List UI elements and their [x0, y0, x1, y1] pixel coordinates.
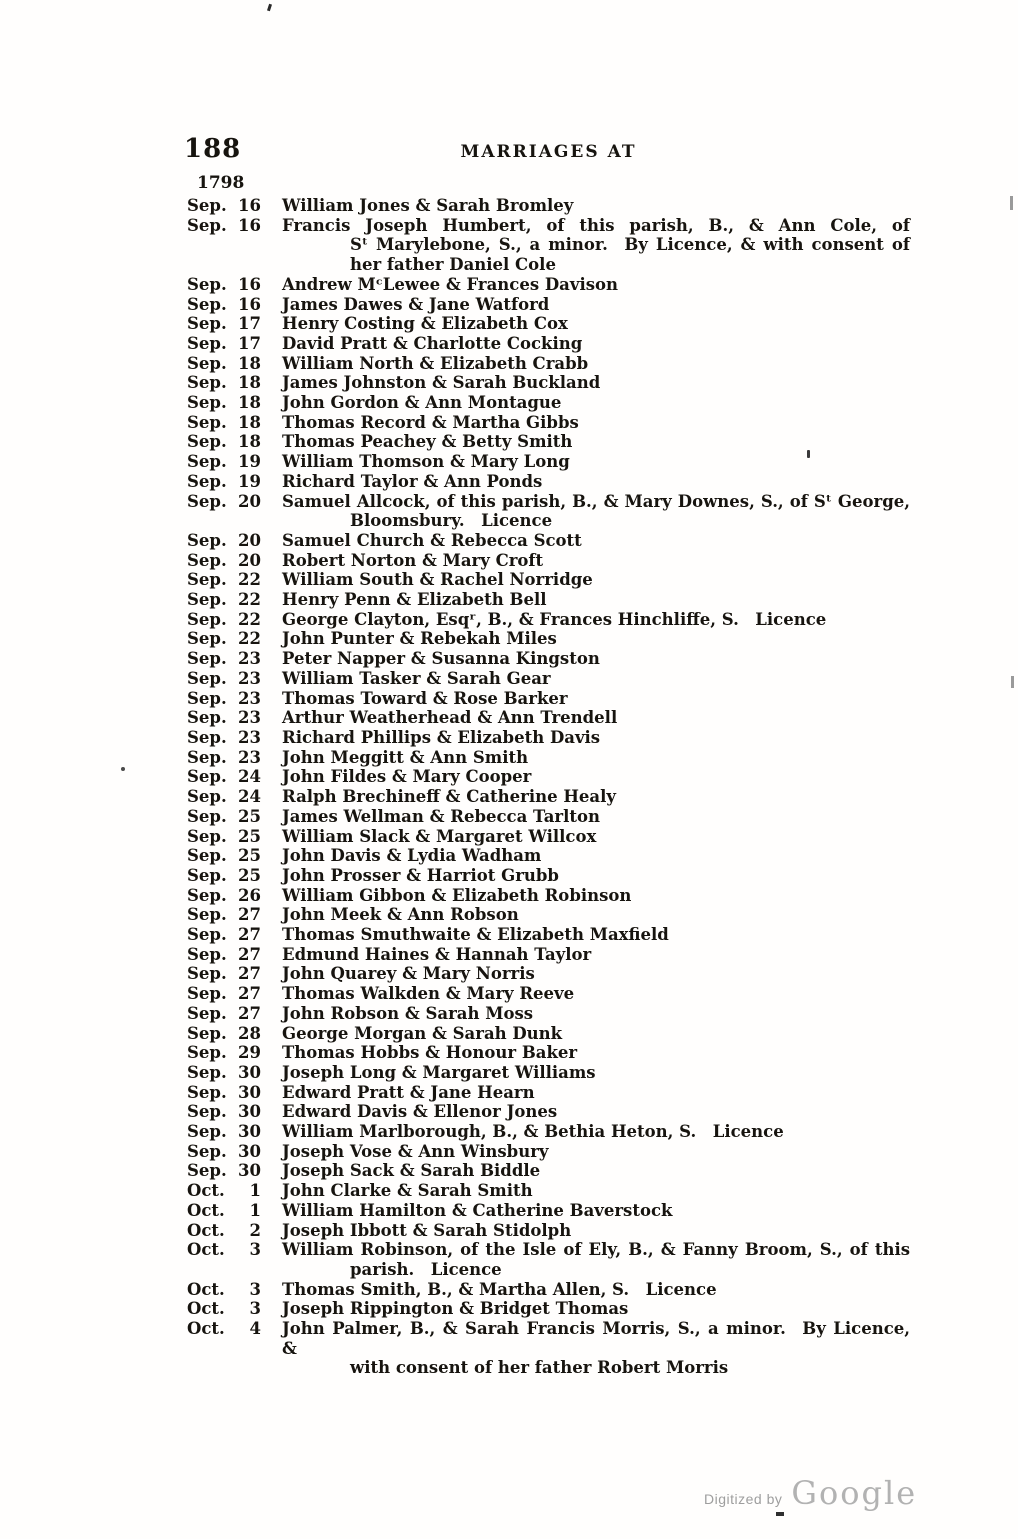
record-row — [187, 1004, 910, 1024]
record-day: 1 — [249, 1200, 261, 1220]
record-text — [261, 629, 910, 649]
record-day: 22 — [238, 609, 261, 629]
record-text — [261, 393, 910, 413]
record-row — [187, 964, 910, 984]
record-day: 19 — [238, 471, 261, 491]
record-line: Edward Davis & Ellenor Jones — [282, 1102, 558, 1122]
record-row — [187, 570, 910, 590]
record-line: William Thomson & Mary Long — [282, 452, 570, 472]
record-month: Sep. — [187, 787, 227, 807]
record-row — [187, 787, 910, 807]
record-day: 25 — [238, 826, 261, 846]
record-line: Thomas Toward & Rose Barker — [282, 688, 568, 708]
record-line: George Clayton, Esqʳ, B., & Frances Hinchliffe, S. Licence — [282, 609, 827, 629]
record-text — [261, 1319, 910, 1378]
record-text — [261, 1161, 910, 1181]
record-line: William Gibbon & Elizabeth Robinson — [282, 885, 632, 905]
record-month: Sep. — [187, 649, 227, 669]
record-line: Joseph Rippington & Bridget Thomas — [282, 1299, 629, 1319]
record-line: Robert Norton & Mary Croft — [282, 550, 544, 570]
record-row — [187, 866, 910, 886]
record-text — [261, 748, 910, 768]
record-day: 23 — [238, 708, 261, 728]
record-line: Richard Taylor & Ann Ponds — [282, 471, 543, 491]
record-row — [187, 1063, 910, 1083]
record-month: Sep. — [187, 767, 227, 787]
record-month: Sep. — [187, 964, 227, 984]
record-day: 26 — [238, 885, 261, 905]
record-day: 20 — [238, 491, 261, 511]
record-month: Oct. — [187, 1181, 225, 1201]
record-row — [187, 1240, 910, 1279]
record-line: James Dawes & Jane Watford — [282, 294, 550, 314]
record-text — [261, 1221, 910, 1241]
record-day: 27 — [238, 1003, 261, 1023]
record-day: 27 — [238, 905, 261, 925]
record-day: 17 — [238, 333, 261, 353]
record-line: her father Daniel Cole — [350, 255, 556, 275]
record-month: Sep. — [187, 885, 227, 905]
record-month: Oct. — [187, 1220, 225, 1240]
record-text — [261, 728, 910, 748]
record-line: James Johnston & Sarah Buckland — [282, 373, 601, 393]
record-month: Sep. — [187, 629, 227, 649]
record-text — [261, 807, 910, 827]
record-text — [261, 689, 910, 709]
record-line: John Davis & Lydia Wadham — [282, 846, 542, 866]
record-month: Sep. — [187, 984, 227, 1004]
record-row — [187, 649, 910, 669]
record-line: Thomas Smith, B., & Martha Allen, S. Licence — [282, 1279, 717, 1299]
record-text — [261, 413, 910, 433]
record-text — [261, 827, 910, 847]
record-month: Sep. — [187, 1003, 227, 1023]
record-day: 27 — [238, 984, 261, 1004]
record-text — [261, 1181, 910, 1201]
record-text — [261, 590, 910, 610]
record-day: 16 — [238, 294, 261, 314]
record-line: Richard Phillips & Elizabeth Davis — [282, 727, 601, 747]
record-line: Thomas Hobbs & Honour Baker — [282, 1043, 578, 1063]
record-line: Francis Joseph Humbert, of this parish, B., & Ann Cole, of — [282, 215, 910, 235]
record-day: 1 — [249, 1181, 261, 1201]
record-row — [187, 925, 910, 945]
record-row — [187, 807, 910, 827]
record-day: 23 — [238, 747, 261, 767]
record-text — [261, 708, 910, 728]
record-month: Sep. — [187, 471, 227, 491]
scan-artifact — [121, 767, 125, 771]
record-month: Sep. — [187, 609, 227, 629]
record-month: Sep. — [187, 491, 227, 511]
record-text — [261, 669, 910, 689]
record-month: Oct. — [187, 1299, 225, 1319]
record-row — [187, 708, 910, 728]
record-month: Sep. — [187, 412, 227, 432]
record-day: 17 — [238, 314, 261, 334]
record-day: 16 — [238, 274, 261, 294]
record-text — [261, 1201, 910, 1221]
record-day: 16 — [238, 196, 261, 215]
record-text — [261, 373, 910, 393]
record-row — [187, 590, 910, 610]
record-text — [261, 925, 910, 945]
record-day: 24 — [238, 767, 261, 787]
record-line: John Clarke & Sarah Smith — [282, 1181, 533, 1201]
record-text — [261, 295, 910, 315]
record-month: Sep. — [187, 826, 227, 846]
record-month: Sep. — [187, 747, 227, 767]
record-month: Sep. — [187, 865, 227, 885]
record-day: 30 — [238, 1122, 261, 1142]
record-row — [187, 1161, 910, 1181]
record-line: John Prosser & Harriot Grubb — [282, 865, 559, 885]
record-text — [261, 1142, 910, 1162]
record-month: Sep. — [187, 215, 227, 235]
record-text — [261, 886, 910, 906]
record-line: John Quarey & Mary Norris — [282, 964, 535, 984]
record-text — [261, 452, 910, 472]
record-row — [187, 551, 910, 571]
record-day: 2 — [249, 1220, 261, 1240]
record-row — [187, 314, 910, 334]
record-row — [187, 295, 910, 315]
record-month: Sep. — [187, 1102, 227, 1122]
record-row — [187, 393, 910, 413]
record-month: Oct. — [187, 1240, 225, 1260]
page-header — [184, 134, 910, 172]
page-content — [184, 134, 910, 1378]
record-row — [187, 945, 910, 965]
scan-artifact — [1011, 676, 1014, 688]
record-line: William South & Rachel Norridge — [282, 570, 593, 590]
record-row — [187, 748, 910, 768]
record-line: William Tasker & Sarah Gear — [282, 668, 551, 688]
record-day: 3 — [249, 1240, 261, 1260]
record-day: 28 — [238, 1023, 261, 1043]
record-line: Edward Pratt & Jane Hearn — [282, 1082, 535, 1102]
record-text — [261, 1043, 910, 1063]
record-text — [261, 610, 910, 630]
record-row — [187, 767, 910, 787]
marriage-records-list — [187, 196, 910, 1378]
scan-artifact — [776, 1512, 784, 1516]
record-month: Sep. — [187, 846, 227, 866]
record-day: 22 — [238, 629, 261, 649]
record-row — [187, 827, 910, 847]
record-line: Ralph Brechineff & Catherine Healy — [282, 787, 616, 807]
record-day: 22 — [238, 590, 261, 610]
record-text — [261, 570, 910, 590]
record-line: John Punter & Rebekah Miles — [282, 629, 557, 649]
record-row — [187, 373, 910, 393]
record-month: Sep. — [187, 944, 227, 964]
record-line: John Palmer, B., & Sarah Francis Morris, S., a minor. By Licence, & — [282, 1319, 910, 1358]
record-month: Sep. — [187, 1043, 227, 1063]
record-row — [187, 196, 910, 216]
record-line: Andrew MᶜLewee & Frances Davison — [282, 274, 619, 294]
record-text — [261, 767, 910, 787]
record-text — [261, 964, 910, 984]
record-text — [261, 354, 910, 374]
record-day: 30 — [238, 1062, 261, 1082]
record-day: 18 — [238, 412, 261, 432]
record-line: John Gordon & Ann Montague — [282, 393, 562, 413]
record-day: 23 — [238, 727, 261, 747]
record-line: William Hamilton & Catherine Baverstock — [282, 1200, 673, 1220]
record-day: 30 — [238, 1141, 261, 1161]
record-text — [261, 472, 910, 492]
record-text — [261, 1280, 910, 1300]
record-row — [187, 846, 910, 866]
record-line: William Marlborough, B., & Bethia Heton, S. Licence — [282, 1122, 784, 1142]
record-month: Sep. — [187, 432, 227, 452]
record-line: Joseph Sack & Sarah Biddle — [282, 1161, 541, 1181]
record-day: 25 — [238, 865, 261, 885]
record-day: 23 — [238, 649, 261, 669]
digitized-watermark — [704, 1474, 917, 1512]
scan-artifact — [1010, 196, 1013, 210]
record-day: 22 — [238, 570, 261, 590]
record-line: David Pratt & Charlotte Cocking — [282, 333, 583, 353]
record-line: Henry Costing & Elizabeth Cox — [282, 314, 568, 334]
record-row — [187, 610, 910, 630]
record-line: Thomas Walkden & Mary Reeve — [282, 984, 575, 1004]
record-row — [187, 728, 910, 748]
record-row — [187, 472, 910, 492]
record-row — [187, 1102, 910, 1122]
record-month: Oct. — [187, 1200, 225, 1220]
record-text — [261, 866, 910, 886]
record-day: 3 — [249, 1279, 261, 1299]
year-label: 1798 — [197, 173, 245, 193]
page-number: 188 — [184, 134, 242, 164]
record-line: Thomas Peachey & Betty Smith — [282, 432, 573, 452]
record-line: Peter Napper & Susanna Kingston — [282, 649, 600, 669]
record-day: 19 — [238, 452, 261, 472]
record-month: Sep. — [187, 1122, 227, 1142]
record-row — [187, 629, 910, 649]
record-text — [261, 905, 910, 925]
record-month: Sep. — [187, 1023, 227, 1043]
record-text — [261, 649, 910, 669]
record-line: Edmund Haines & Hannah Taylor — [282, 944, 592, 964]
record-row — [187, 492, 910, 531]
record-row — [187, 354, 910, 374]
record-day: 30 — [238, 1102, 261, 1122]
record-month: Oct. — [187, 1279, 225, 1299]
record-row — [187, 669, 910, 689]
record-line: Thomas Record & Martha Gibbs — [282, 412, 579, 432]
record-text — [261, 531, 910, 551]
record-line: John Meggitt & Ann Smith — [282, 747, 529, 767]
record-line: Bloomsbury. Licence — [350, 511, 553, 531]
record-month: Sep. — [187, 353, 227, 373]
record-day: 23 — [238, 688, 261, 708]
record-row — [187, 275, 910, 295]
record-line: John Robson & Sarah Moss — [282, 1003, 534, 1023]
record-text — [261, 984, 910, 1004]
record-month: Sep. — [187, 688, 227, 708]
record-month: Sep. — [187, 570, 227, 590]
record-day: 18 — [238, 373, 261, 393]
record-row — [187, 886, 910, 906]
record-day: 18 — [238, 393, 261, 413]
record-row — [187, 1142, 910, 1162]
google-logo: Google — [791, 1474, 918, 1512]
record-line: Joseph Long & Margaret Williams — [282, 1062, 596, 1082]
record-row — [187, 1221, 910, 1241]
record-row — [187, 413, 910, 433]
record-day: 24 — [238, 787, 261, 807]
record-day: 27 — [238, 925, 261, 945]
record-month: Sep. — [187, 727, 227, 747]
record-text — [261, 945, 910, 965]
record-line: George Morgan & Sarah Dunk — [282, 1023, 563, 1043]
record-row — [187, 1181, 910, 1201]
record-text — [261, 1083, 910, 1103]
record-text — [261, 432, 910, 452]
record-line: William Jones & Sarah Bromley — [282, 196, 574, 215]
record-month: Sep. — [187, 294, 227, 314]
record-line: Joseph Vose & Ann Winsbury — [282, 1141, 549, 1161]
record-day: 27 — [238, 944, 261, 964]
record-month: Sep. — [187, 550, 227, 570]
record-text — [261, 1004, 910, 1024]
record-row — [187, 432, 910, 452]
record-row — [187, 1280, 910, 1300]
record-line: Samuel Allcock, of this parish, B., & Mary Downes, S., of Sᵗ George, — [282, 491, 910, 511]
record-month: Sep. — [187, 393, 227, 413]
record-line: William North & Elizabeth Crabb — [282, 353, 589, 373]
record-text — [261, 787, 910, 807]
record-text — [261, 492, 910, 531]
record-day: 30 — [238, 1082, 261, 1102]
record-month: Sep. — [187, 452, 227, 472]
record-text — [261, 1299, 910, 1319]
record-row — [187, 1299, 910, 1319]
record-row — [187, 452, 910, 472]
record-month: Sep. — [187, 668, 227, 688]
record-month: Sep. — [187, 806, 227, 826]
record-line: William Slack & Margaret Willcox — [282, 826, 597, 846]
record-month: Oct. — [187, 1319, 225, 1339]
record-month: Sep. — [187, 925, 227, 945]
record-line: James Wellman & Rebecca Tarlton — [282, 806, 600, 826]
record-row — [187, 689, 910, 709]
record-day: 23 — [238, 668, 261, 688]
record-day: 18 — [238, 432, 261, 452]
record-line: Henry Penn & Elizabeth Bell — [282, 590, 547, 610]
record-line: Joseph Ibbott & Sarah Stidolph — [282, 1220, 572, 1240]
record-line: Samuel Church & Rebecca Scott — [282, 530, 582, 550]
record-day: 27 — [238, 964, 261, 984]
record-month: Sep. — [187, 1141, 227, 1161]
record-month: Sep. — [187, 1082, 227, 1102]
record-day: 29 — [238, 1043, 261, 1063]
record-row — [187, 334, 910, 354]
record-text — [261, 1063, 910, 1083]
record-day: 16 — [238, 215, 261, 235]
record-day: 30 — [238, 1161, 261, 1181]
record-day: 3 — [249, 1299, 261, 1319]
record-month: Sep. — [187, 1062, 227, 1082]
record-text — [261, 275, 910, 295]
record-month: Sep. — [187, 708, 227, 728]
record-row — [187, 1319, 910, 1378]
scan-artifact — [267, 4, 272, 12]
scan-artifact — [807, 450, 810, 458]
record-line: parish. Licence — [350, 1259, 502, 1279]
record-text — [261, 1024, 910, 1044]
record-row — [187, 984, 910, 1004]
record-month: Sep. — [187, 274, 227, 294]
record-line: with consent of her father Robert Morris — [350, 1358, 729, 1378]
watermark-prefix-label: Digitized by — [704, 1491, 783, 1507]
record-text — [261, 551, 910, 571]
record-line: Thomas Smuthwaite & Elizabeth Maxfield — [282, 925, 669, 945]
record-day: 25 — [238, 806, 261, 826]
record-month: Sep. — [187, 333, 227, 353]
record-row — [187, 1043, 910, 1063]
record-line: John Meek & Ann Robson — [282, 905, 519, 925]
record-row — [187, 531, 910, 551]
record-text — [261, 1240, 910, 1279]
record-text — [261, 196, 910, 216]
record-text — [261, 1122, 910, 1142]
record-text — [261, 216, 910, 275]
record-row — [187, 1122, 910, 1142]
page-title: MARRIAGES AT — [460, 142, 637, 162]
record-month: Sep. — [187, 905, 227, 925]
record-line: Sᵗ Marylebone, S., a minor. By Licence, & with consent of — [350, 235, 910, 255]
record-row — [187, 216, 910, 275]
record-month: Sep. — [187, 314, 227, 334]
record-line: William Robinson, of the Isle of Ely, B., & Fanny Broom, S., of this — [282, 1240, 910, 1260]
record-text — [261, 1102, 910, 1122]
record-month: Sep. — [187, 373, 227, 393]
record-day: 4 — [249, 1319, 261, 1339]
record-row — [187, 905, 910, 925]
record-line: John Fildes & Mary Cooper — [282, 767, 532, 787]
record-month: Sep. — [187, 1161, 227, 1181]
record-day: 20 — [238, 530, 261, 550]
record-row — [187, 1083, 910, 1103]
record-line: Arthur Weatherhead & Ann Trendell — [282, 708, 618, 728]
record-row — [187, 1024, 910, 1044]
record-month: Sep. — [187, 590, 227, 610]
record-month: Sep. — [187, 196, 227, 215]
record-day: 20 — [238, 550, 261, 570]
record-text — [261, 314, 910, 334]
record-day: 18 — [238, 353, 261, 373]
record-month: Sep. — [187, 530, 227, 550]
record-row — [187, 1201, 910, 1221]
record-text — [261, 334, 910, 354]
record-day: 25 — [238, 846, 261, 866]
record-text — [261, 846, 910, 866]
